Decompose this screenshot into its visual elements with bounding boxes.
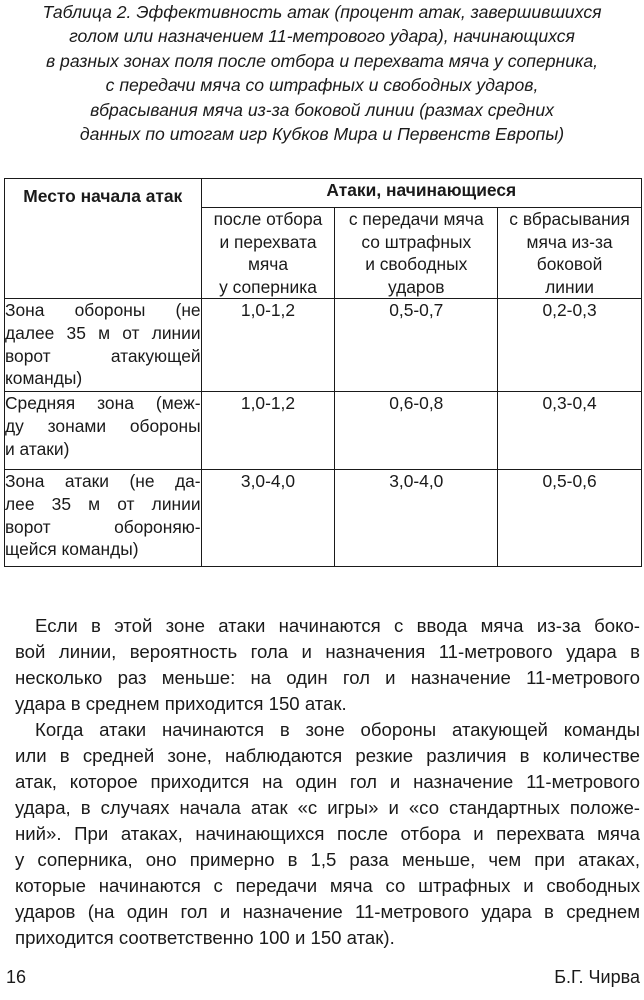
header-line: и перехвата <box>219 231 317 252</box>
zone-line: Зона обороны (не <box>5 300 201 321</box>
sub-header-throw-in <box>498 208 642 299</box>
caption-line: данных по итогам игр Кубков Мира и Первенств Европы) <box>79 124 565 145</box>
col-header-attacks: Атаки, начинающиеся <box>201 179 641 208</box>
header-line: мяча из-за <box>526 231 613 252</box>
sub-header-interception <box>201 208 335 299</box>
sub-header-free-kicks <box>335 208 498 299</box>
zone-middle <box>5 392 202 470</box>
zone-attack <box>5 470 202 567</box>
paragraph-1 <box>15 613 640 717</box>
caption-line: вбрасывания мяча из-за боковой линии (размах средних <box>90 99 554 120</box>
zone-defense <box>5 299 202 392</box>
table-row <box>5 392 642 470</box>
table-row <box>5 470 642 567</box>
header-line: мяча <box>247 254 289 275</box>
zone-line: щейся команды) <box>5 539 139 560</box>
col-header-place: Место начала атак <box>5 179 202 299</box>
caption-line: голом или назначением 11-метрового удара), начинающихся <box>69 26 575 47</box>
text-line: вой линии, вероятность гола и назначения 11-метрового удара в <box>15 641 640 662</box>
text-line: или в средней зоне, наблюдаются резкие различия в количестве <box>15 745 640 766</box>
zone-line: Средняя зона (меж- <box>5 393 201 414</box>
text-line: приходится соответственно 100 и 150 атак). <box>15 927 395 948</box>
text-line: у соперника, оно примерно в 1,5 раза меньше, чем при атаках, <box>15 849 640 870</box>
header-line: с передачи мяча <box>348 209 484 229</box>
attack-efficiency-table <box>4 178 642 567</box>
paragraph-2 <box>15 717 640 951</box>
zone-line: далее 35 м от линии <box>5 322 201 343</box>
header-line: и свободных <box>365 254 468 275</box>
text-line: которые начинаются с передачи мяча со штрафных и свободных <box>15 875 640 896</box>
zone-line: и атаки) <box>5 438 70 459</box>
text-line: удара, в случаях начала атак «с игры» и «со стандартных положе- <box>15 797 640 818</box>
text-line: удара в среднем приходится 150 атак. <box>15 693 347 714</box>
table-cell: 1,0-1,2 <box>201 392 335 470</box>
text-line: Когда атаки начинаются в зоне обороны атакующей команды <box>35 719 640 740</box>
header-line: с вбрасывания <box>509 209 630 229</box>
header-line: линии <box>545 276 595 297</box>
running-author: Б.Г. Чирва <box>554 967 640 987</box>
table-cell: 3,0-4,0 <box>201 470 335 567</box>
header-line: после отбора <box>213 209 323 229</box>
body-text <box>15 613 640 951</box>
caption-line: в разных зонах поля после отбора и перехвата мяча у соперника, <box>45 50 599 71</box>
text-line: атак, которое приходится на один гол и назначение 11-метрового <box>15 771 640 792</box>
text-line: несколько раз меньше: на один гол и назначение 11-метрового <box>15 667 640 688</box>
text-line: ударов (на один гол и назначение 11-метрового удара в среднем <box>15 901 640 922</box>
table-cell: 1,0-1,2 <box>201 299 335 392</box>
zone-line: лее 35 м от линии <box>5 493 201 514</box>
header-line: у соперника <box>219 276 317 297</box>
header-line: боковой <box>536 254 603 275</box>
table-cell: 0,3-0,4 <box>498 392 642 470</box>
caption-line: с передачи мяча со штрафных и свободных ударов, <box>105 75 539 96</box>
table-cell: 0,2-0,3 <box>498 299 642 392</box>
zone-line: ду зонами обороны <box>5 415 201 436</box>
table-cell: 0,5-0,7 <box>335 299 498 392</box>
zone-line: Зона атаки (не да- <box>5 471 201 492</box>
header-line: со штрафных <box>361 231 472 252</box>
zone-line: ворот атакующей <box>5 345 201 366</box>
text-line: ний». При атаках, начинающихся после отбора и перехвата мяча <box>15 823 640 844</box>
table-row <box>5 299 642 392</box>
page-number: 16 <box>6 967 27 987</box>
table-cell: 0,5-0,6 <box>498 470 642 567</box>
caption-line: Таблица 2. Эффективность атак (процент атак, завершившихся <box>42 2 602 22</box>
zone-line: команды) <box>5 368 83 389</box>
table-caption <box>0 0 644 146</box>
zone-line: ворот обороняю- <box>5 516 201 537</box>
text-line: Если в этой зоне атаки начинаются с ввода мяча из-за боко- <box>35 615 640 636</box>
table-cell: 0,6-0,8 <box>335 392 498 470</box>
header-line: ударов <box>388 276 445 297</box>
table-cell: 3,0-4,0 <box>335 470 498 567</box>
